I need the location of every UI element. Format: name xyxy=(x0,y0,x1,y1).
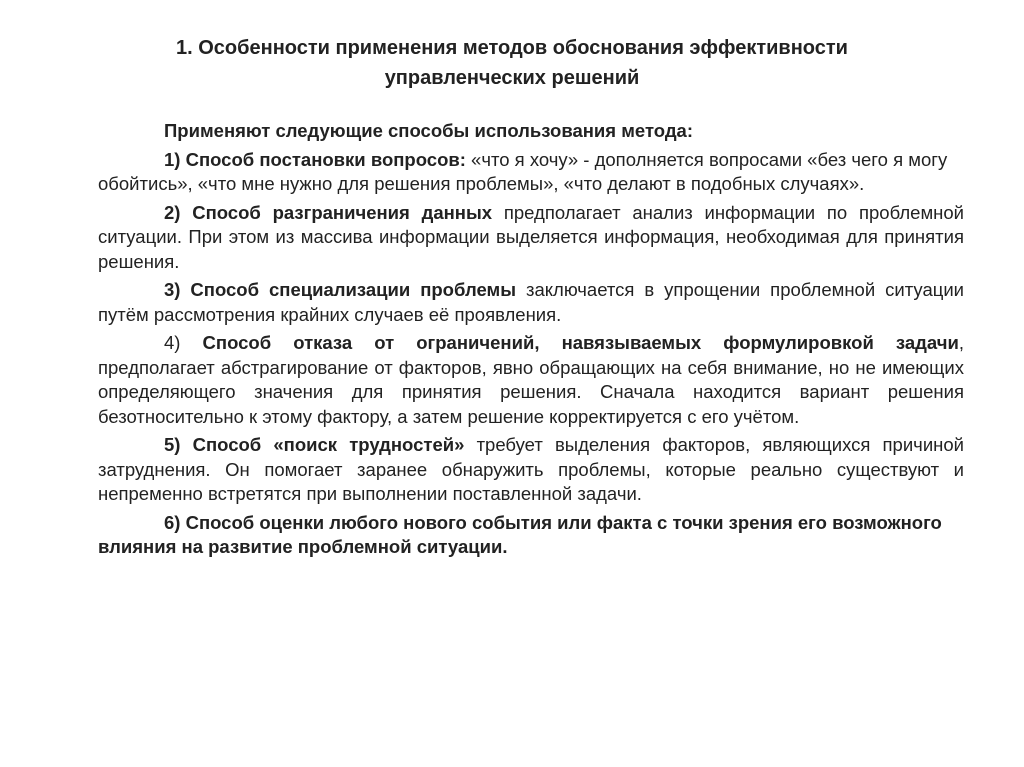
method-item-2 xyxy=(98,201,964,275)
method-item-2-heading: 2) Способ разграничения данных xyxy=(164,201,493,223)
method-item-4-heading: Способ отказа от ограничений, навязываемых формулировкой задачи xyxy=(202,332,959,353)
method-item-5-heading: 5) Способ «поиск трудностей» xyxy=(164,434,465,455)
intro-paragraph: Применяют следующие способы использования метода: xyxy=(164,120,694,141)
slide-body xyxy=(98,119,964,564)
method-item-4 xyxy=(98,331,964,429)
method-item-2-text: предполагает анализ информации по проблемной ситуации. При этом из массива информации выделяется информация, необходимая для принятия решения. xyxy=(98,201,964,272)
method-item-3 xyxy=(98,278,964,327)
method-item-1-heading: 1) Способ постановки вопросов: xyxy=(164,148,466,170)
title-line-1: 1. Особенности применения методов обоснования эффективности xyxy=(176,37,848,59)
method-item-4-prefix: 4) xyxy=(164,332,203,353)
slide-title xyxy=(90,33,934,93)
method-item-3-heading: 3) Способ специализации проблемы xyxy=(164,279,516,300)
method-item-1-text: «что я хочу» - дополняется вопросами «без чего я могу обойтись», «что мне нужно для решения проблемы», «что делают в подобных случаях». xyxy=(98,148,948,194)
method-item-3-text: заключается в упрощении проблемной ситуации путём рассмотрения крайних случаев её проявления. xyxy=(98,279,964,325)
method-item-4-text: , предполагает абстрагирование от факторов, явно обращающих на себя внимание, но не имеющих определяющего значения для принятия решения. Сначала находится вариант решения безотносительно к этому фактору, а затем решение корректируется с его учётом. xyxy=(98,332,965,427)
method-item-6-heading: 6) Способ оценки любого нового события или факта с точки зрения его возможного влияния на развитие проблемной ситуации. xyxy=(98,511,942,557)
method-item-6 xyxy=(98,511,964,560)
method-item-1 xyxy=(98,148,964,197)
method-item-5 xyxy=(98,433,964,507)
title-line-2: управленческих решений xyxy=(384,67,640,89)
method-item-5-text: требует выделения факторов, являющихся причиной затруднения. Он помогает заранее обнаружить проблемы, которые реально существуют и непременно встретятся при выполнении поставленной задачи. xyxy=(98,434,964,504)
